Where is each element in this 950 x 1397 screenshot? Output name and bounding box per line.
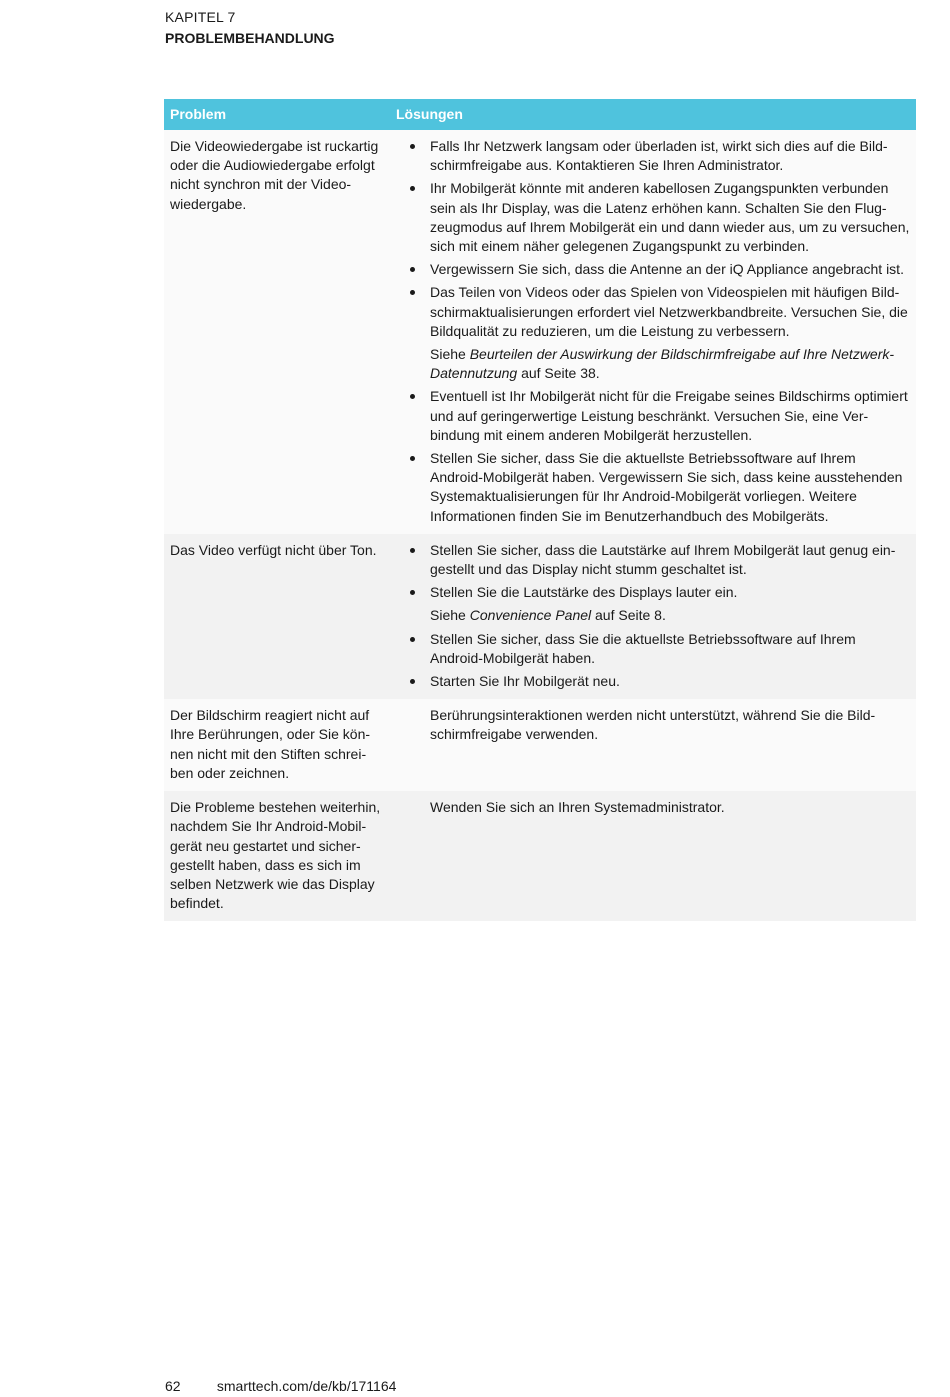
list-item: Eventuell ist Ihr Mobilgerät nicht für die Freigabe seines Bildschirms optimiert und auf geringerwertige Leistung beschränkt. Versuchen Sie, eine Verbindung mit einem anderen Mobilgerät herzustellen. bbox=[410, 387, 910, 445]
chapter-title: PROBLEMBEHANDLUNG bbox=[165, 30, 335, 46]
solutions-cell bbox=[390, 130, 916, 534]
troubleshooting-table bbox=[164, 99, 916, 921]
cross-reference-link[interactable]: Convenience Panel bbox=[469, 607, 592, 624]
problem-cell: Die Probleme bestehen weiterhin, nachdem Sie Ihr Android-Mobilgerät neu gestartet und sichergestellt haben, dass es sich im selben Netzwerk wie das Display befindet. bbox=[164, 791, 390, 921]
list-item: Falls Ihr Netzwerk langsam oder überladen ist, wirkt sich dies auf die Bildschirmfreigabe aus. Kontaktieren Sie Ihren Administrator. bbox=[410, 137, 910, 175]
see-suffix: auf Seite 38. bbox=[517, 365, 600, 382]
problem-cell: Die Videowiedergabe ist ruckartig oder die Audiowiedergabe erfolgt nicht synchron mit der Videowiedergabe. bbox=[164, 130, 390, 534]
list-item bbox=[410, 583, 910, 625]
list-item: Stellen Sie sicher, dass Sie die aktuellste Betriebssoftware auf Ihrem Android-Mobilgerät haben. bbox=[410, 630, 910, 668]
solutions-cell bbox=[390, 534, 916, 699]
list-item-text: Stellen Sie die Lautstärke des Displays lauter ein. bbox=[430, 584, 738, 601]
see-prefix: Siehe bbox=[430, 346, 470, 363]
column-header-problem: Problem bbox=[164, 99, 390, 130]
footer-url[interactable]: smarttech.com/de/kb/171164 bbox=[216, 1378, 397, 1394]
problem-cell: Das Video verfügt nicht über Ton. bbox=[164, 534, 390, 699]
table-row bbox=[164, 130, 916, 534]
list-item-text: Das Teilen von Videos oder das Spielen von Videospielen mit häufigen Bildschirmaktualisierungen erfordert viel Netzwerkbandbreite. Versuchen Sie, die Bildqualität zu reduzieren, um die Leistung zu verbessern. bbox=[430, 284, 908, 339]
list-item: Stellen Sie sicher, dass Sie die aktuellste Betriebssoftware auf Ihrem Android-Mobilgerät haben. Vergewissern Sie sich, dass keine ausstehenden Systemaktualisierungen für Ihr Android-Mobilgerät vorliegen. Weitere Informationen finden Sie im Benutzerhandbuch des Mobilgeräts. bbox=[410, 449, 910, 526]
page-number: 62 bbox=[165, 1378, 181, 1394]
chapter-number: KAPITEL 7 bbox=[165, 9, 236, 25]
cross-reference-link[interactable]: Beurteilen der Auswirkung der Bildschirmfreigabe auf Ihre Netzwerk-Datennutzung bbox=[430, 346, 895, 382]
chapter-header bbox=[165, 8, 335, 48]
table-row bbox=[164, 534, 916, 699]
list-item: Ihr Mobilgerät könnte mit anderen kabellosen Zugangspunkten verbunden sein als Ihr Display, was die Latenz erhöhen kann. Schalten Sie den Flugzeugmodus auf Ihrem Mobilgerät ein und dann wieder aus, um zu versuchen, sich mit einem näher gelegenen Zugangspunkt zu verbinden. bbox=[410, 179, 910, 256]
see-reference bbox=[430, 345, 910, 383]
solutions-cell bbox=[390, 791, 916, 921]
list-item: Vergewissern Sie sich, dass die Antenne an der iQ Appliance angebracht ist. bbox=[410, 260, 910, 279]
page-footer bbox=[165, 1377, 396, 1395]
see-reference bbox=[430, 606, 910, 625]
list-item bbox=[410, 283, 910, 383]
table-header-row bbox=[164, 99, 916, 130]
solution-text: Wenden Sie sich an Ihren Systemadministrator. bbox=[430, 799, 725, 816]
problem-cell: Der Bildschirm reagiert nicht auf Ihre Berührungen, oder Sie können nicht mit den Stiften schreiben oder zeichnen. bbox=[164, 699, 390, 791]
see-suffix: auf Seite 8. bbox=[591, 607, 666, 624]
list-item: Starten Sie Ihr Mobilgerät neu. bbox=[410, 672, 910, 691]
table-row bbox=[164, 699, 916, 791]
solutions-cell bbox=[390, 699, 916, 791]
table-row bbox=[164, 791, 916, 921]
list-item: Stellen Sie sicher, dass die Lautstärke auf Ihrem Mobilgerät laut genug eingestellt und das Display nicht stumm geschaltet ist. bbox=[410, 541, 910, 579]
solution-text: Berührungsinteraktionen werden nicht unterstützt, während Sie die Bildschirmfreigabe verwenden. bbox=[430, 707, 876, 743]
column-header-solutions: Lösungen bbox=[390, 99, 916, 130]
see-prefix: Siehe bbox=[430, 607, 470, 624]
